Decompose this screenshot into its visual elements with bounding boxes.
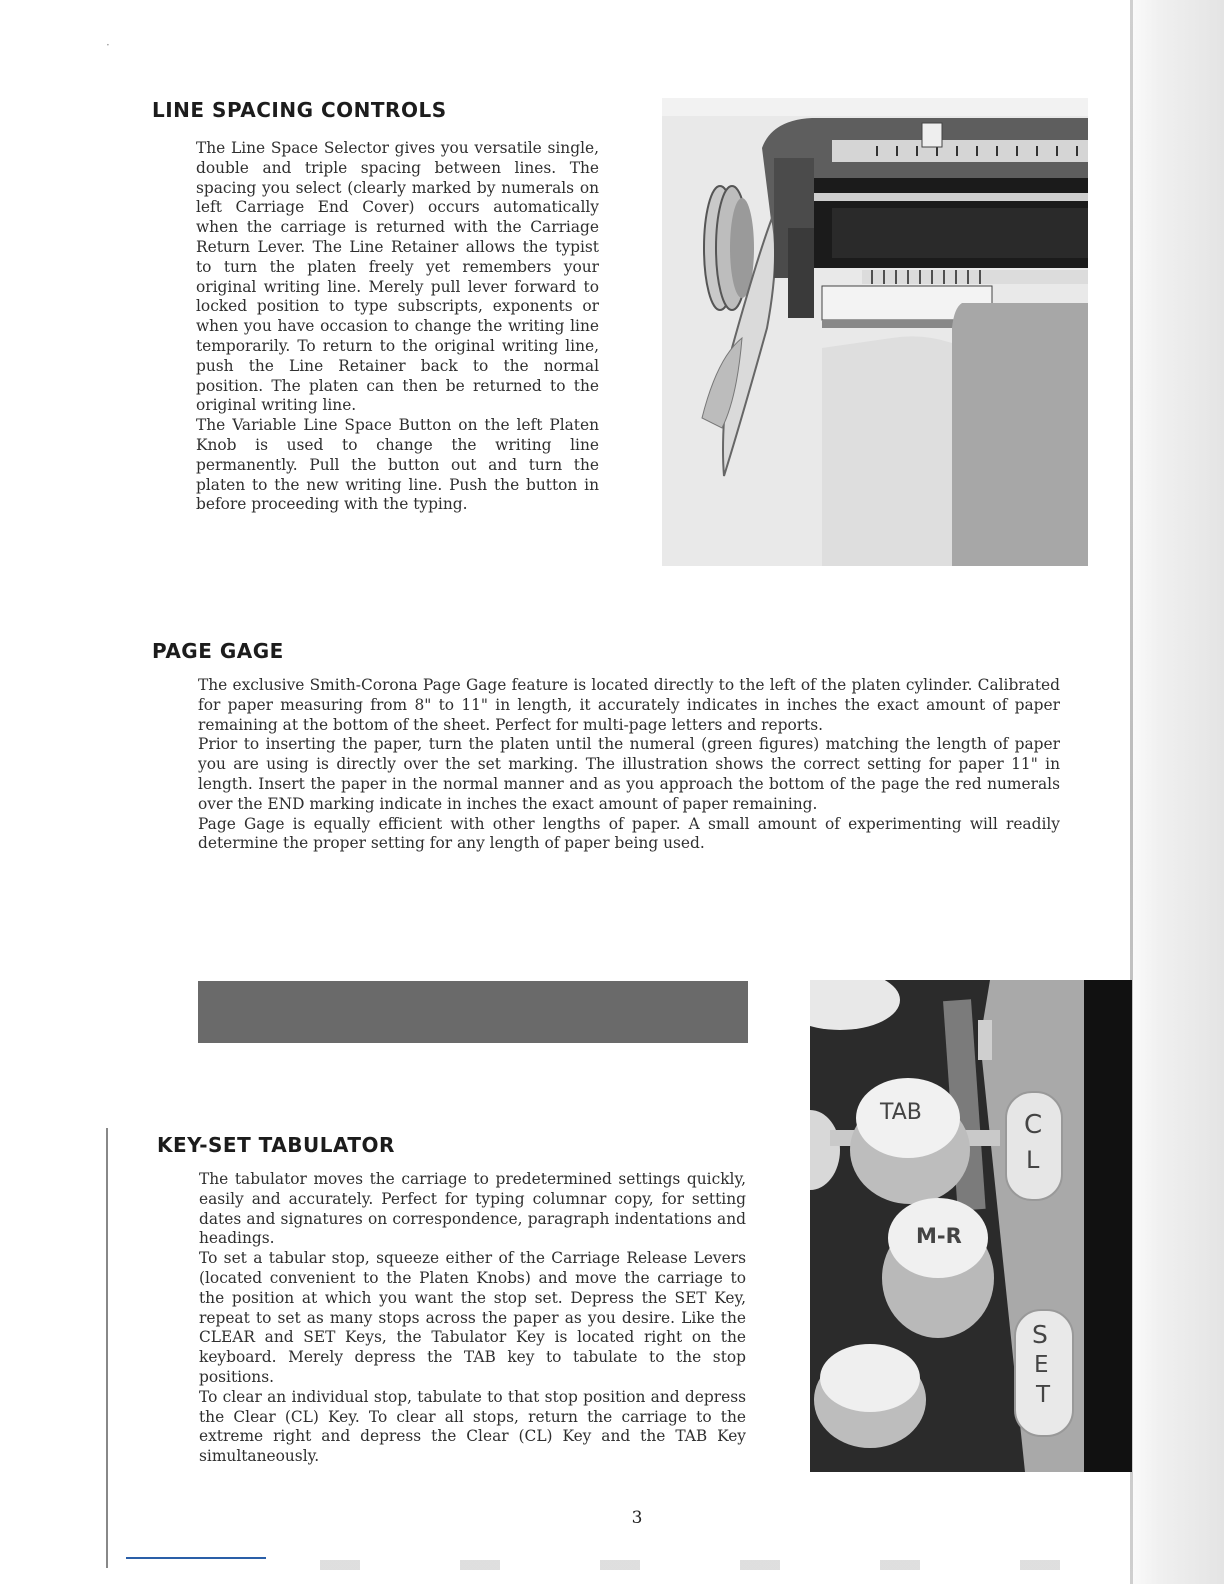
tabulator-heading: KEY-SET TABULATOR bbox=[157, 1133, 395, 1157]
cl-key-label-c: C bbox=[1024, 1110, 1043, 1140]
keyboard-photo bbox=[810, 980, 1132, 1472]
bottom-rule bbox=[126, 1557, 266, 1559]
tab-key-label: TAB bbox=[880, 1100, 922, 1125]
line-spacing-paragraph: The Variable Line Space Button on the left Platen Knob is used to change the writing line permanently. Pull the button out and turn the platen to the new writing line. Push the button in before proceeding with the typing. bbox=[196, 416, 599, 514]
tabulator-paragraph: To set a tabular stop, squeeze either of the Carriage Release Levers (located convenient to the Platen Knobs) and move the carriage to the position at which you want the stop set. Depress the SET Key, repeat to set as many stops across the paper as you desire. Like the CLEAR and SET Keys, the Tabulator Key is located right on the keyboard. Merely depress the TAB key to tabulate to the stop positions. bbox=[199, 1249, 746, 1386]
scan-mark: · bbox=[106, 38, 110, 52]
set-key-label-e: E bbox=[1034, 1352, 1049, 1378]
gray-banner-bar bbox=[198, 981, 748, 1043]
set-key-label-s: S bbox=[1032, 1320, 1048, 1349]
page-gage-paragraph: The exclusive Smith-Corona Page Gage feature is located directly to the left of the platen cylinder. Calibrated for paper measuring from 8" to 11" in length, it accurately indicates in inches the exact amount of paper remaining at the bottom of the sheet. Perfect for multi-page letters and reports. bbox=[198, 676, 1060, 734]
left-margin-rule bbox=[106, 1128, 108, 1568]
page-gage-paragraph: Prior to inserting the paper, turn the platen until the numeral (green figures) matching the length of paper you are using is directly over the set marking. The illustration shows the correct setting for paper 11" in length. Insert the paper in the normal manner and as you approach the bottom of the page the red numerals over the END marking indicate in inches the exact amount of paper remaining. bbox=[198, 735, 1060, 813]
tabulator-paragraph: The tabulator moves the carriage to predetermined settings quickly, easily and accurately. Perfect for typing columnar copy, for setting dates and signatures on correspondence, paragraph indentations and headings. bbox=[199, 1170, 746, 1248]
set-key-label-t: T bbox=[1036, 1382, 1051, 1408]
carriage-photo bbox=[662, 98, 1088, 566]
page-gage-text bbox=[198, 676, 1060, 854]
page-gage-heading: PAGE GAGE bbox=[152, 639, 284, 663]
bottom-scan-speckle bbox=[280, 1560, 1120, 1570]
page-edge-shadow bbox=[1132, 0, 1224, 1584]
line-spacing-text bbox=[196, 139, 599, 515]
line-spacing-paragraph: The Line Space Selector gives you versatile single, double and triple spacing between lines. The spacing you select (clearly marked by numerals on left Carriage End Cover) occurs automatically when the carriage is returned with the Carriage Return Lever. The Line Retainer allows the typist to turn the platen freely yet remembers your original writing line. Merely pull lever forward to locked position to type subscripts, exponents or when you have occasion to change the writing line temporarily. To return to the original writing line, push the Line Retainer back to the normal position. The platen can then be returned to the original writing line. bbox=[196, 139, 599, 415]
tabulator-paragraph: To clear an individual stop, tabulate to that stop position and depress the Clear (CL) Key. To clear all stops, return the carriage to the extreme right and depress the Clear (CL) Key and the TAB Key simultaneously. bbox=[199, 1387, 746, 1466]
mr-key-label: M-R bbox=[916, 1224, 962, 1248]
page-number: 3 bbox=[631, 1508, 643, 1528]
line-spacing-heading: LINE SPACING CONTROLS bbox=[152, 98, 447, 122]
page-gage-paragraph: Page Gage is equally efficient with other lengths of paper. A small amount of experimenting will readily determine the proper setting for any length of paper being used. bbox=[198, 814, 1060, 853]
tabulator-text bbox=[199, 1170, 746, 1467]
cl-key-label-l: L bbox=[1026, 1146, 1040, 1174]
